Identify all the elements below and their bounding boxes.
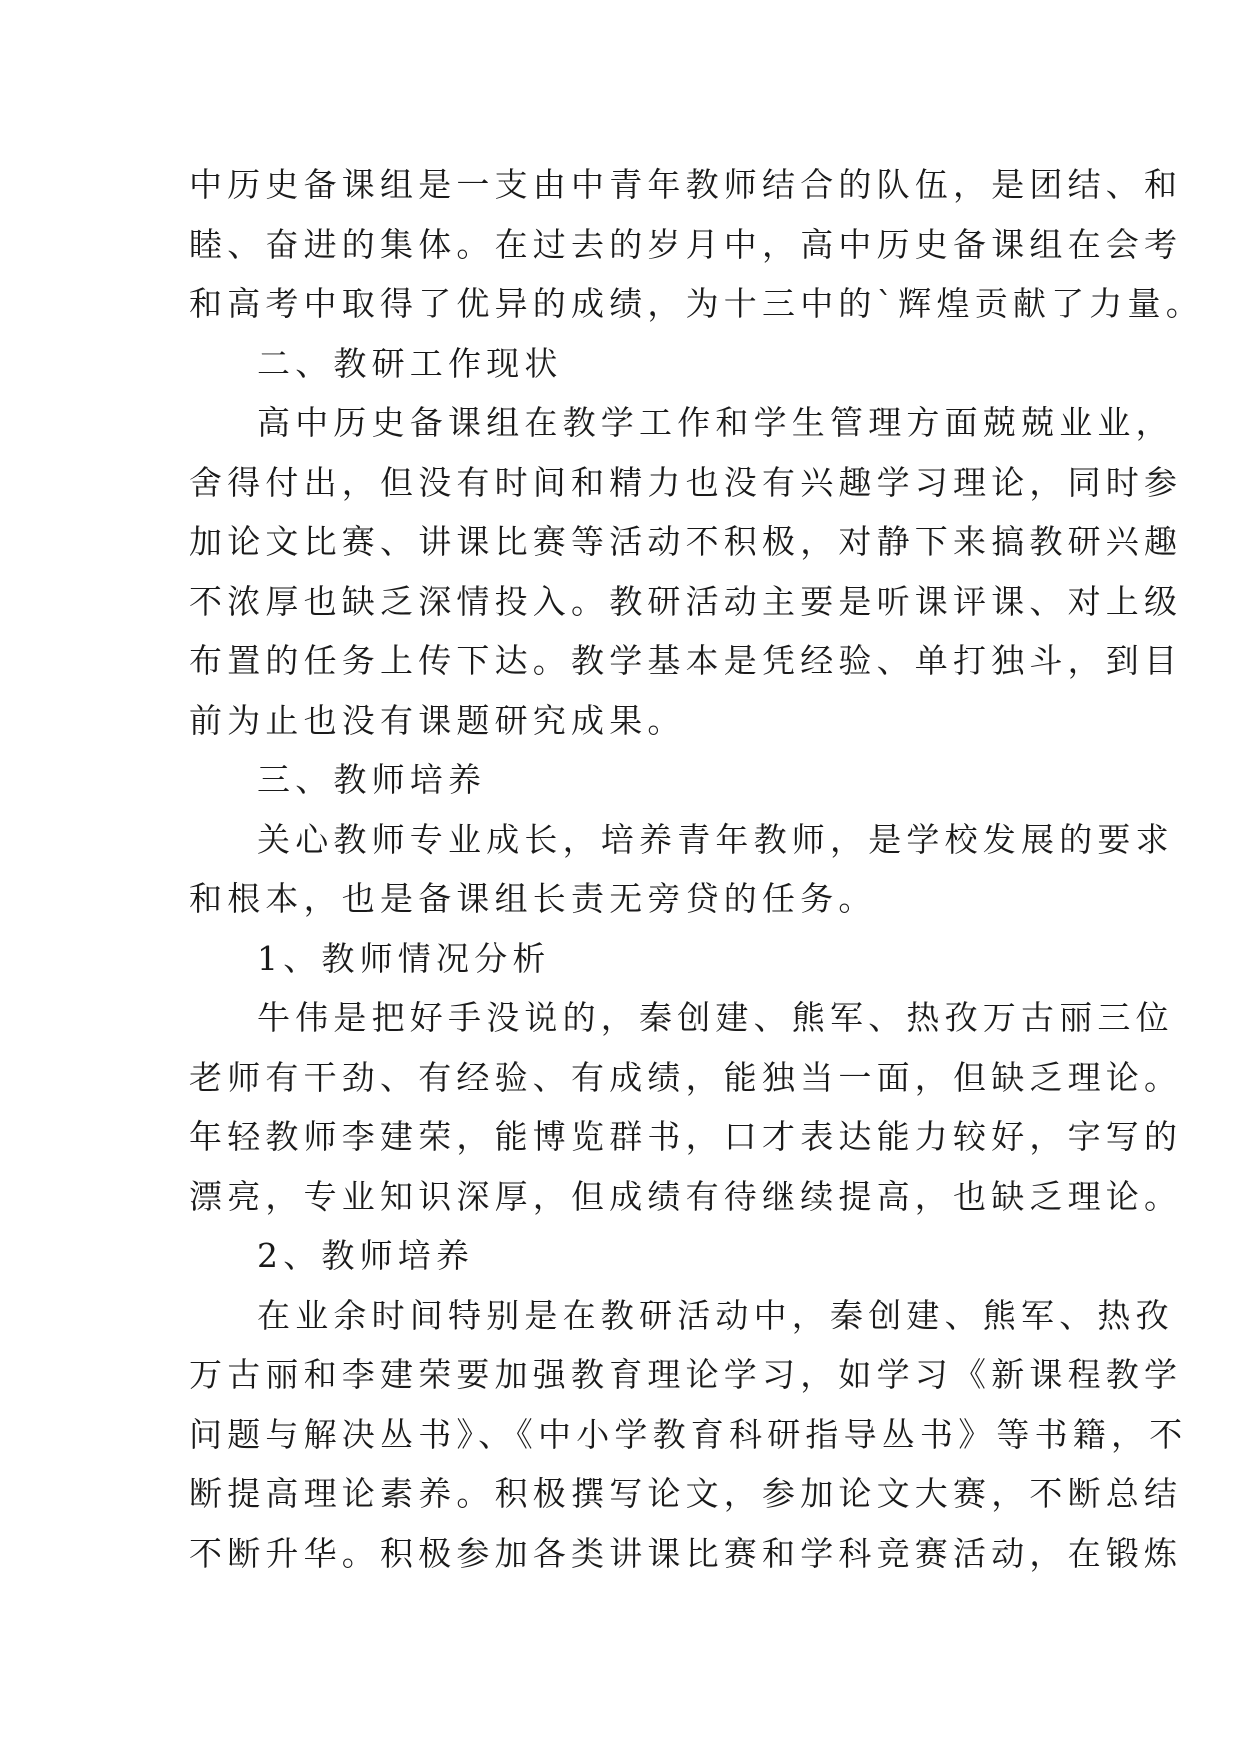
body-line: 万古丽和李建荣要加强教育理论学习，如学习《新课程教学 [189, 1355, 1183, 1394]
body-line: 舍得付出，但没有时间和精力也没有兴趣学习理论，同时参 [189, 462, 1183, 502]
body-line: 和高考中取得了优异的成绩，为十三中的`辉煌贡献了力量。 [189, 284, 1204, 323]
paragraph-first-line: 牛伟是把好手没说的，秦创建、熊军、热孜万古丽三位 [257, 998, 1174, 1037]
body-line: 年轻教师李建荣，能博览群书，口才表达能力较好，字写的 [189, 1117, 1183, 1156]
body-line: 前为止也没有课题研究成果。 [189, 700, 686, 740]
body-line: 和根本，也是备课组长责无旁贷的任务。 [189, 879, 877, 918]
body-line: 睦、奋进的集体。在过去的岁月中，高中历史备课组在会考 [189, 224, 1183, 264]
body-line: 漂亮，专业知识深厚，但成绩有待继续提高，也缺乏理论。 [189, 1176, 1183, 1216]
paragraph-first-line: 高中历史备课组在教学工作和学生管理方面兢兢业业， [257, 403, 1174, 442]
section-heading: 二、教研工作现状 [257, 343, 563, 383]
body-line: 断提高理论素养。积极撰写论文，参加论文大赛，不断总结 [189, 1474, 1183, 1513]
subsection-heading: 1、教师情况分析 [257, 938, 551, 978]
body-line: 布置的任务上传下达。教学基本是凭经验、单打独斗，到目 [189, 641, 1183, 680]
body-line: 中历史备课组是一支由中青年教师结合的队伍，是团结、和 [189, 165, 1183, 204]
paragraph-first-line: 关心教师专业成长，培养青年教师，是学校发展的要求 [257, 819, 1174, 859]
body-line: 不浓厚也缺乏深情投入。教研活动主要是听课评课、对上级 [189, 581, 1183, 621]
body-line: 问题与解决丛书》、《中小学教育科研指导丛书》等书籍，不 [189, 1414, 1188, 1454]
paragraph-first-line: 在业余时间特别是在教研活动中，秦创建、熊军、热孜 [257, 1295, 1174, 1335]
body-line: 加论文比赛、讲课比赛等活动不积极，对静下来搞教研兴趣 [189, 522, 1183, 561]
subsection-heading: 2、教师培养 [257, 1236, 475, 1275]
body-line: 老师有干劲、有经验、有成绩，能独当一面，但缺乏理论。 [189, 1057, 1183, 1097]
section-heading: 三、教师培养 [257, 760, 487, 799]
body-line: 不断升华。积极参加各类讲课比赛和学科竞赛活动，在锻炼 [189, 1533, 1183, 1573]
document-body [189, 155, 1204, 1583]
